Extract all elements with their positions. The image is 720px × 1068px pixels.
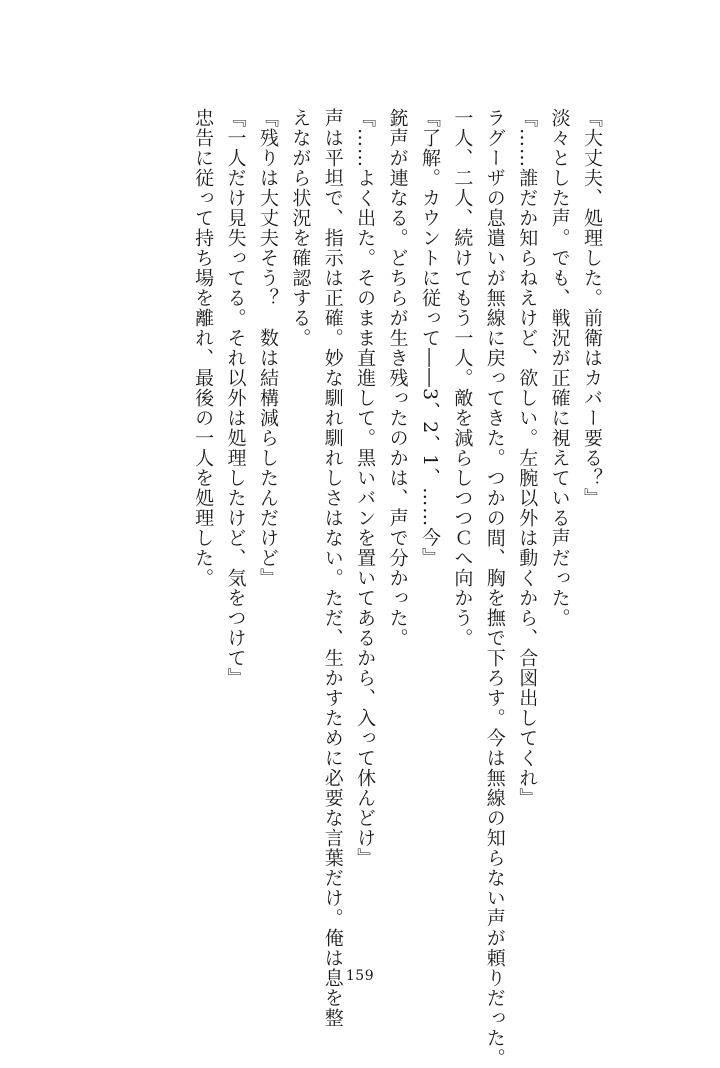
text-line-7: 銃声が連なる。どちらが生き残ったのかは、声で分かった。 [386,108,409,648]
page-number: 159 [345,968,375,984]
text-line-13: 忠告に従って持ち場を離れ、最後の一人を処理した。 [192,108,215,588]
text-line-1: 『大丈夫、処理した。前衛はカバー要る？』 [581,108,603,508]
text-line-4: ラグーザの息遣いが無線に戻ってきた。つかの間、胸を撫で下ろす。今は無線の知らない声が頼りだった。 [483,108,506,1068]
text-line-6: 『了解。カウントに従って――3、2、1、……今』 [418,108,441,568]
text-line-5: 一人、二人、続けてもう一人。敵を減らしつつＣへ向かう。 [451,108,474,648]
text-line-3: 『……誰だか知らねえけど、欲しい。左腕以外は動くから、合図出してくれ』 [516,108,539,808]
text-line-9: 声は平坦で、指示は正確。妙な馴れ馴れしさはない。ただ、生かすために必要な言葉だけ。俺は息を整 [321,108,344,1028]
text-line-12: 『一人だけ見失ってる。それ以外は処理したけど、気をつけて』 [224,108,247,688]
text-line-8: 『……よく出た。そのまま直進して。黒いバンを置いてあるから、入って休んどけ』 [354,108,377,868]
text-line-10: えながら状況を確認する。 [289,108,312,348]
text-line-11: 『残りは大丈夫そう？ 数は結構減らしたんだけど』 [256,108,279,588]
text-line-2: 淡々とした声。でも、戦況が正確に視えている声だった。 [548,108,571,628]
